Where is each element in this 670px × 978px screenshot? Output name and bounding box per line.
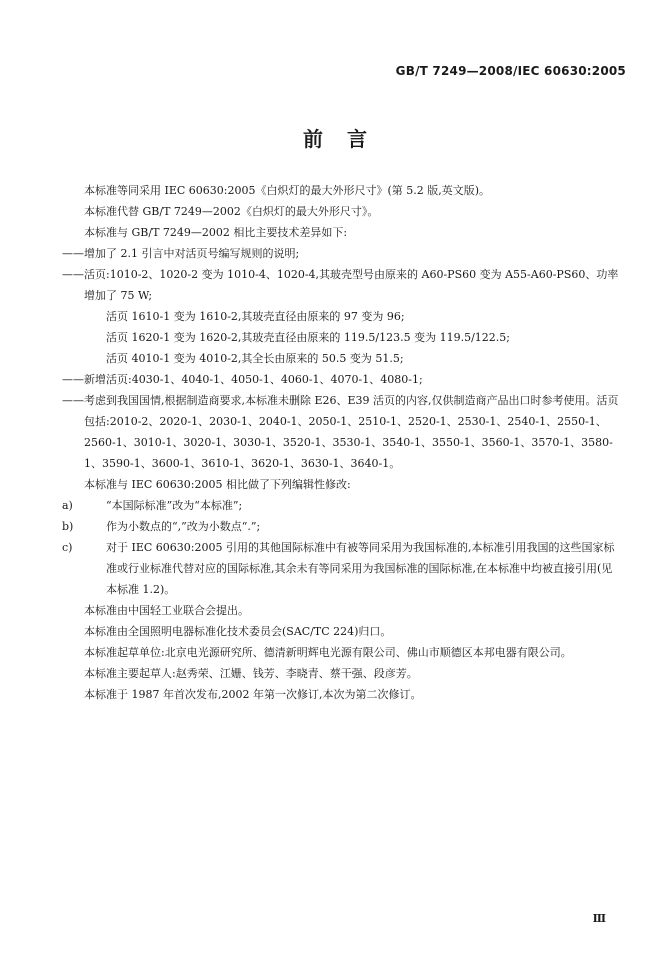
editorial-item-b bbox=[62, 516, 622, 537]
paragraph-drafting-units: 本标准起草单位:北京电光源研究所、德清新明辉电光源有限公司、佛山市顺德区本邦电器有限公司。 bbox=[84, 646, 572, 659]
item-text-b: 作为小数点的“,”改为小数点“.”; bbox=[106, 520, 261, 533]
item-label-a: a) bbox=[62, 499, 73, 512]
item-label-c: c) bbox=[62, 541, 73, 554]
paragraph-adoption: 本标准等同采用 IEC 60630:2005《白炽灯的最大外形尺寸》(第 5.2 版,英文版)。 bbox=[84, 184, 491, 197]
difference-item-3: ——新增活页:4030-1、4040-1、4050-1、4060-1、4070-1、4080-1; bbox=[62, 373, 423, 386]
item-text-a: “本国际标准”改为“本标准”; bbox=[106, 499, 243, 512]
item-label-b: b) bbox=[62, 520, 74, 533]
paragraph-editorial-intro: 本标准与 IEC 60630:2005 相比做了下列编辑性修改: bbox=[84, 478, 351, 491]
item-text-c: 对于 IEC 60630:2005 引用的其他国际标准中有被等同采用为我国标准的,本标准引用我国的这些国家标准或行业标准代替对应的国际标准,其余未有等同采用为我国标准的国际标准,在本标准中均被直接引用(见本标准 1.2)。 bbox=[106, 541, 615, 596]
standard-number: GB/T 7249—2008/IEC 60630:2005 bbox=[395, 64, 626, 78]
foreword-body bbox=[62, 180, 622, 705]
difference-subitem-2: 活页 1620-1 变为 1620-2,其玻壳直径由原来的 119.5/123.5 变为 119.5/122.5; bbox=[106, 331, 510, 344]
paragraph-proposer: 本标准由中国轻工业联合会提出。 bbox=[84, 604, 249, 617]
paragraph-committee: 本标准由全国照明电器标准化技术委员会(SAC/TC 224)归口。 bbox=[84, 625, 392, 638]
difference-item-1: ——增加了 2.1 引言中对活页号编写规则的说明; bbox=[62, 247, 300, 260]
paragraph-replacement: 本标准代替 GB/T 7249—2002《白炽灯的最大外形尺寸》。 bbox=[84, 205, 379, 218]
page-number: Ⅲ bbox=[592, 912, 606, 925]
paragraph-history: 本标准于 1987 年首次发布,2002 年第一次修订,本次为第二次修订。 bbox=[84, 688, 422, 701]
difference-item-2: ——活页:1010-2、1020-2 变为 1010-4、1020-4,其玻壳型号由原来的 A60-PS60 变为 A55-A60-PS60、功率增加了 75 W; bbox=[62, 268, 619, 302]
page-title: 前言 bbox=[303, 127, 391, 151]
paragraph-drafters: 本标准主要起草人:赵秀荣、江姗、钱芳、李晓青、蔡干强、段彦芳。 bbox=[84, 667, 418, 680]
editorial-item-a bbox=[62, 495, 622, 516]
editorial-item-c bbox=[62, 537, 622, 600]
paragraph-differences-intro: 本标准与 GB/T 7249—2002 相比主要技术差异如下: bbox=[84, 226, 348, 239]
difference-item-4: ——考虑到我国国情,根据制造商要求,本标准未删除 E26、E39 活页的内容,仅供制造商产品出口时参考使用。活页包括:2010-2、2020-1、2030-1、2040-1、2050-1、2510-1、2520-1、2530-1、2540-1、2550-1、2560-1、3010-1、3020-1、3030-1、3520-1、3530-1、3540-1、3550-1、3560-1、3570-1、3580-1、3590-1、3600-1、3610-1、3620-1、3630-1、3640-1。 bbox=[62, 394, 619, 470]
difference-subitem-1: 活页 1610-1 变为 1610-2,其玻壳直径由原来的 97 变为 96; bbox=[106, 310, 405, 323]
difference-subitem-3: 活页 4010-1 变为 4010-2,其全长由原来的 50.5 变为 51.5; bbox=[106, 352, 404, 365]
